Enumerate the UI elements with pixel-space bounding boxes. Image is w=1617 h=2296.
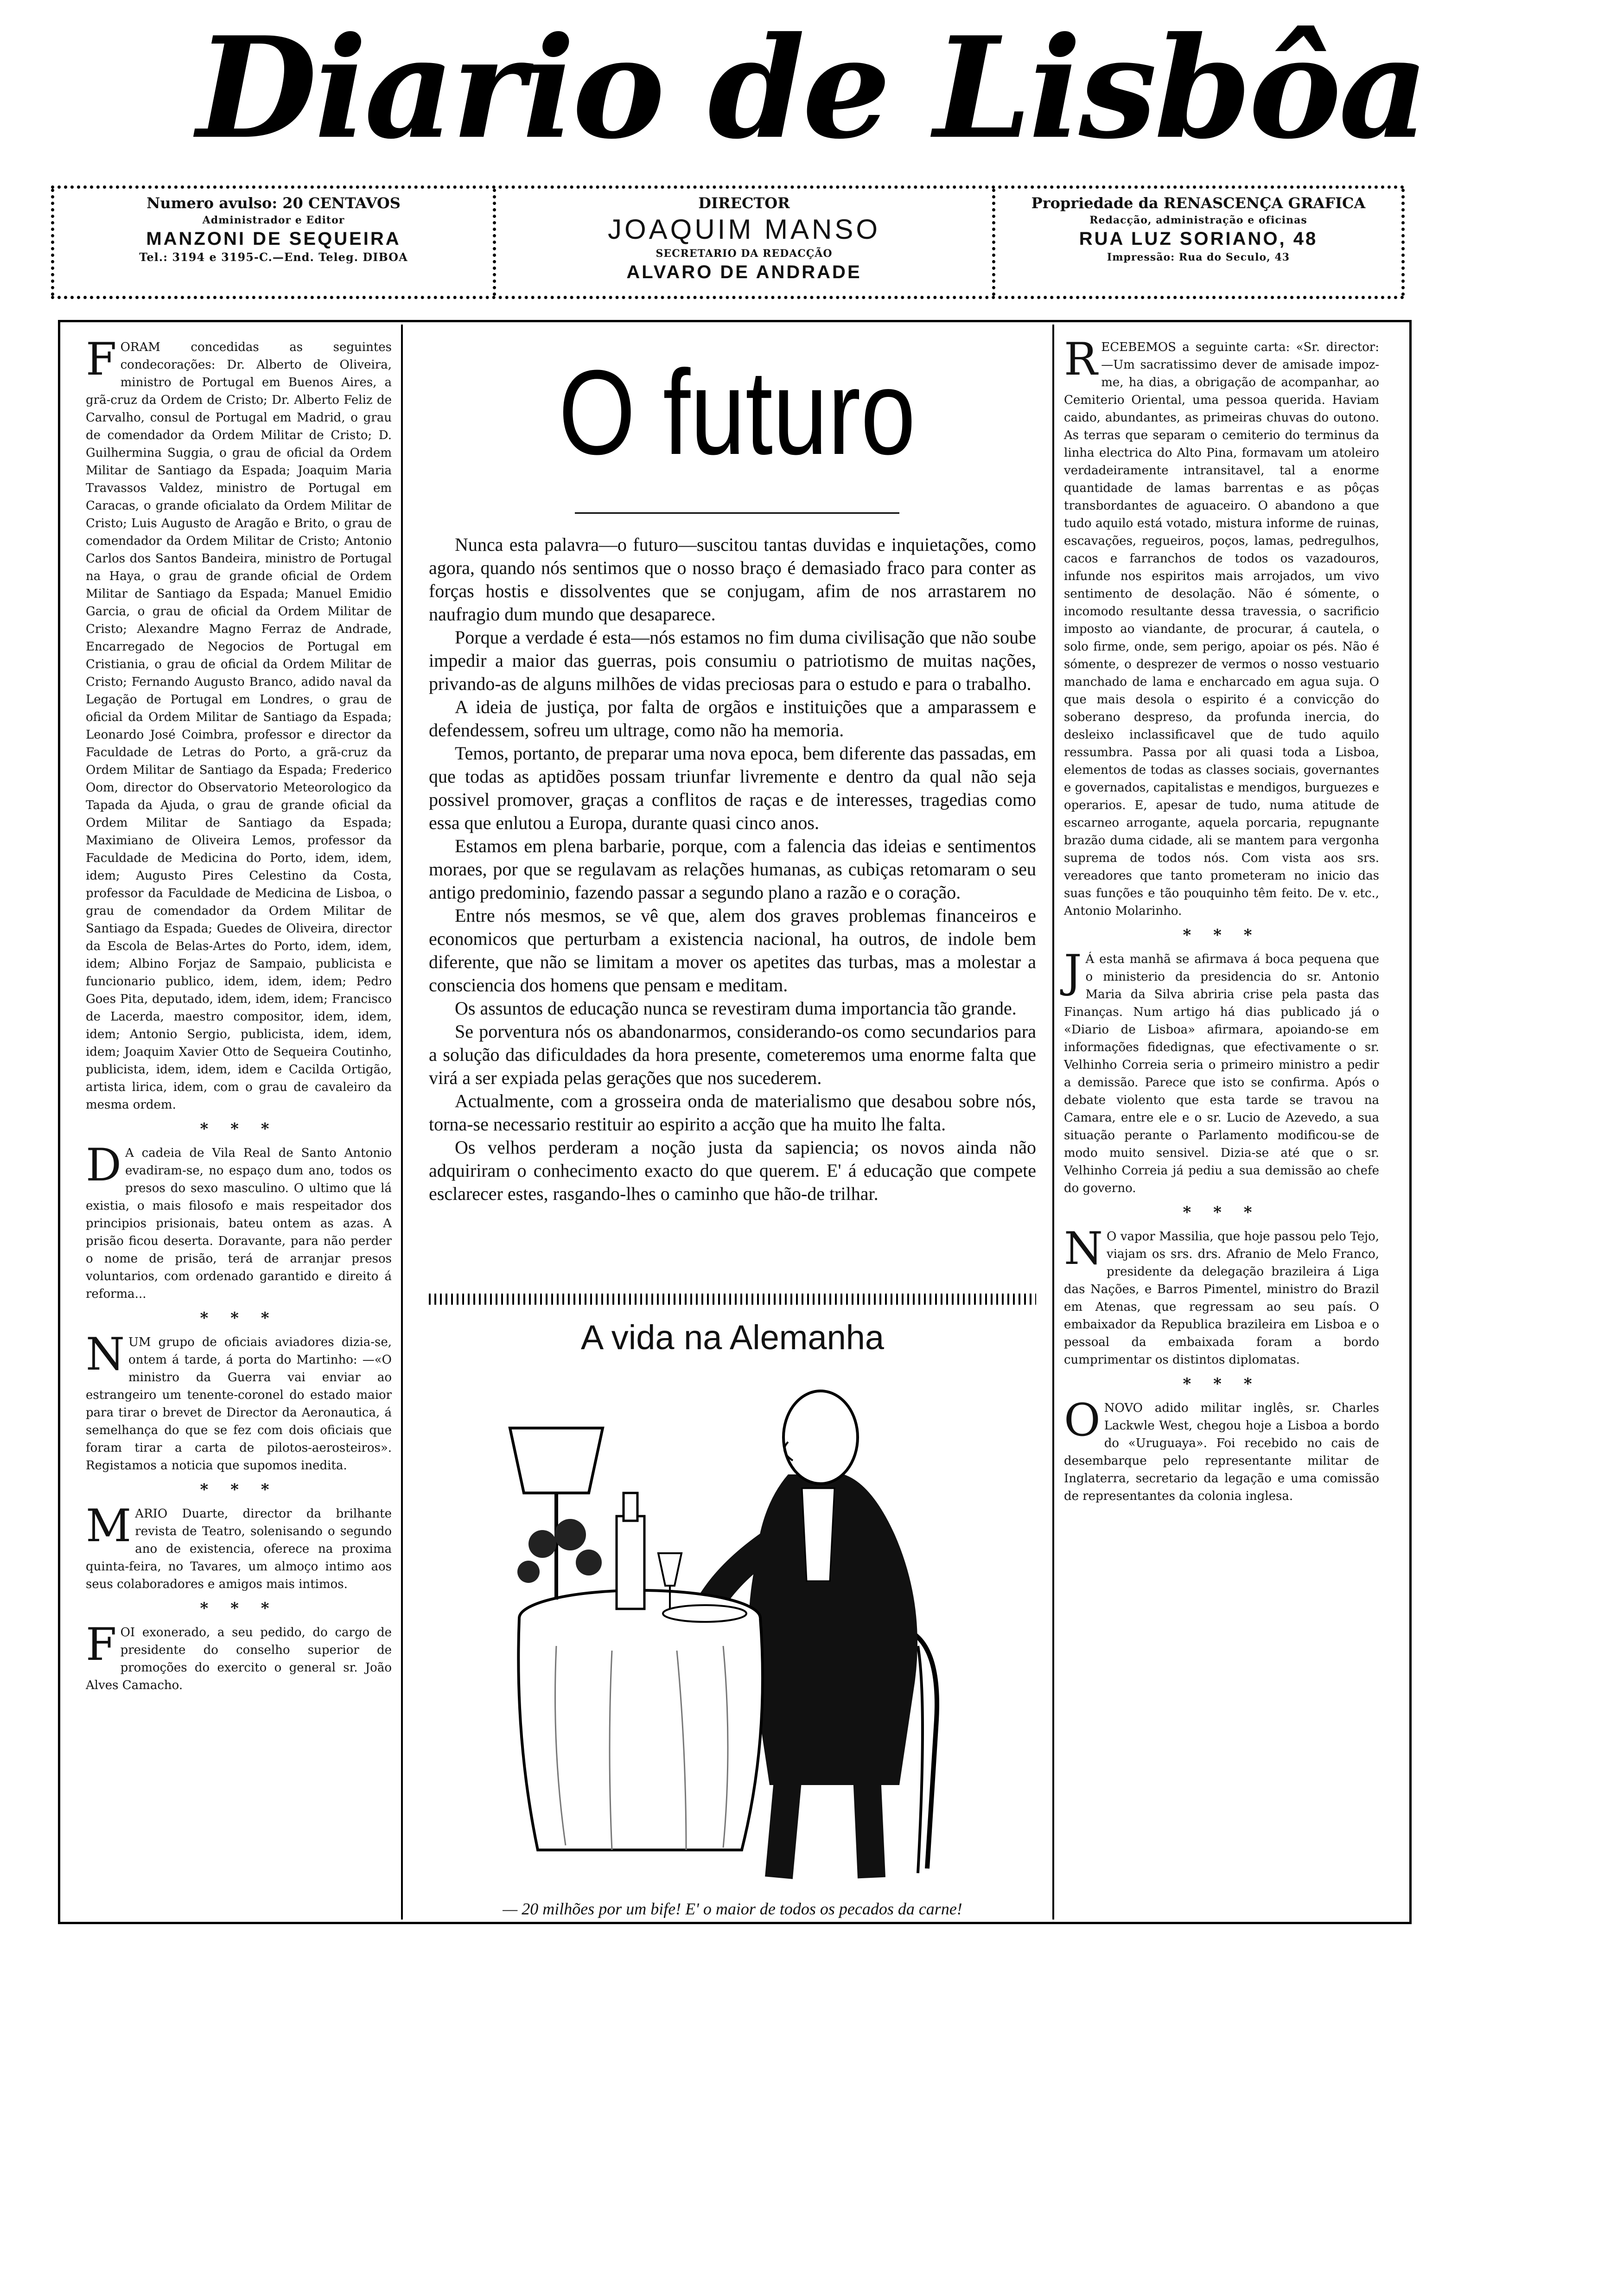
right-item-text: ECEBEMOS a seguinte carta: «Sr. director:—Um sacratissimo dever de amisade impoz-me, ha dias, a obrigação de acompanhar, ao Cemiterio Oriental, uma pessoa querida. Haviam caido, abundantes, as primeiras chuvas do outono. As terras que separam o cemiterio do terminus da linha electrica do Alto Pina, formavam um atoleiro verdadeiramente intransitavel, tal a enorme quantidade de lamas barrentas e as pôças transbordantes de aguaceiro. O abandono a que tudo aquilo está votado, mistura informe de ruinas, escavações, regueiros, poços, lamas, pedregulhos, cacos e farranchos de todos os vazadouros, infunde nos espiritos mais arrojados, um vivo sentimento de desolação. Não é sómente, o incomodo resultante dessa travessia, o sacrificio imposto ao viandante, de procurar, á cautela, o solo firme, onde, sem perigo, apoiar os pés. Não é sómente, o desprezer de vermos o nosso vestuario manchado de lama e encharcado em agua suja. O que mais desola o espirito é a convicção do soberano despreso, da profunda inercia, do desleixo inclassificavel que de tudo aquilo ressumbra. Passa por ali quasi toda a Lisboa, elementos de todas as classes sociais, governantes e governados, capitalistas e mendigos, burguezes e operarios. E, apesar de tudo, numa atitude de escarneo arrogante, aquela porcaria, repugnante brazão duma cidade, ali se mantem para vergonha suprema de todos nós. Com vista aos srs. vereadores que tanto prometeram no inicio das suas funções e tão pouquinho têm feito. De v. etc., Antonio Molarinho.: [1064, 340, 1379, 918]
editorial-paragraph: Se porventura nós os abandonarmos, considerando-os como secundarios para a solução das dificuldades da hora presente, cometeremos uma enorme falta que virá a ser expiada pelas gerações que nos sucederem.: [429, 1021, 1036, 1088]
secretary-role: SECRETARIO DA REDACÇÃO: [656, 248, 833, 260]
drop-cap: O: [1064, 1394, 1101, 1446]
separator-stars: * * *: [1183, 1375, 1260, 1393]
secretary-name: ALVARO DE ANDRADE: [626, 262, 862, 282]
left-item-4: [86, 1500, 392, 1593]
address-line: RUA LUZ SORIANO, 48: [1079, 229, 1318, 249]
right-item-text: O vapor Massilia, que hoje passou pelo Tejo, viajam os srs. drs. Afranio de Melo Franco, presidente da delegação brazileira á Liga das Nações, e Barros Pimentel, ministro do Brazil em Atenas, que regressam ao seu país. O embaixador da Republica brazileira em Lisboa e o pessoal da embaixada foram a bordo cumprimentar os distintos diplomatas.: [1064, 1230, 1379, 1367]
headline: O futuro: [558, 345, 916, 480]
left-item-text: A cadeia de Vila Real de Santo Antonio evadiram-se, no espaço dum ano, todos os presos do sexo masculino. O ultimo que lá existia, o mais filosofo e mais respeitador dos principios prisionais, bateu ontem as azas. A prisão ficou deserta. Doravante, para não perder o nome de prisão, terá de arranjar presos voluntarios, com ordenado garantido e direito á reforma...: [86, 1146, 392, 1301]
drop-cap: N: [86, 1328, 125, 1380]
info-center: [496, 189, 992, 296]
info-right: [992, 189, 1405, 296]
editorial-paragraph: Porque a verdade é esta—nós estamos no fim duma civilisação que não soube impedir a maior das guerras, pois consumiu o patriotismo de muitas nações, privando-as de alguns milhões de vidas preciosas para o estudo e para o trabalho.: [429, 627, 1036, 694]
separator-stars: * * *: [200, 1309, 278, 1327]
cartoon-title: A vida na Alemanha: [580, 1318, 885, 1357]
director-name: JOAQUIM MANSO: [607, 214, 881, 245]
editorial-paragraph: Os velhos perderam a noção justa da sapiencia; os novos ainda não adquiriram o conhecimento exacto do que querem. E' á educação que compete esclarecer estes, rasgando-lhes o caminho que hão-de trilhar.: [429, 1137, 1036, 1204]
left-item-2: [86, 1139, 392, 1303]
right-column: [1064, 333, 1379, 1508]
editorial-paragraph: Nunca esta palavra—o futuro—suscitou tantas duvidas e inquietações, como agora, quando nós sentimos que o nosso braço é demasiado fraco para conter as forças hostis e dissolventes que se conjugam, afim de nos arrastarem no naufragio dum mundo que desaparece.: [429, 534, 1036, 625]
drop-cap: D: [86, 1139, 121, 1191]
editorial-paragraph: Estamos em plena barbarie, porque, com a falencia das ideias e sentimentos moraes, por que se regulavam as relações humanas, as cubiças retomaram o seu antigo predominio, fazendo passar a segundo plano a razão e o coração.: [429, 835, 1036, 903]
left-item-text: OI exonerado, a seu pedido, do cargo de presidente do conselho superior de promoções do exercito o general sr. João Alves Camacho.: [86, 1626, 392, 1692]
left-item-text: ARIO Duarte, director da brilhante revista de Teatro, solenisando o segundo ano de existencia, oferece na proxima quinta-feira, no Tavares, um almoço intimo aos seus colaboradores e amigos mais intimos.: [86, 1507, 392, 1591]
editorial-paragraph: Actualmente, com a grosseira onda de materialismo que desabou sobre nós, torna-se necessario restituir ao espirito a acção que ha muito lhe falta.: [429, 1091, 1036, 1135]
drop-cap: R: [1064, 333, 1098, 385]
info-left: [51, 189, 496, 296]
section-separator: [429, 1294, 1036, 1305]
left-item-5: [86, 1619, 392, 1694]
offices-label: Redacção, administração e oficinas: [1089, 214, 1307, 226]
editorial-paragraph: Entre nós mesmos, se vê que, alem dos graves problemas financeiros e economicos que perturbam a existencia nacional, ha outros, de indole bem diferente, que não se limitam a mover os apetites das turbas, mas a molestar a consciencia dos homens que pensam e meditam.: [429, 905, 1036, 995]
cartoon-caption: — 20 milhões por um bife! E' o maior de todos os pecados da carne!: [503, 1900, 962, 1918]
column-rule-right: [1052, 325, 1054, 1920]
admin-name: MANZONI DE SEQUEIRA: [146, 229, 401, 249]
editorial-paragraph: A ideia de justiça, por falta de orgãos e instituições que a amparassem e defendessem, sofreu um ultrage, como não ha memoria.: [429, 696, 1036, 740]
editorial-paragraph: Temos, portanto, de preparar uma nova epoca, bem diferente das passadas, em que todas as aptidões possam triunfar livremente e dentro da qual não seja possivel promover, graças a conflitos de raças e de interesses, tragedias como essa que enlutou a Europa, durante quasi cinco anos.: [429, 743, 1036, 833]
editorial-paragraph: Os assuntos de educação nunca se revestiram duma importancia tão grande.: [455, 998, 1017, 1019]
separator-stars: * * *: [200, 1120, 278, 1138]
left-item-3: [86, 1328, 392, 1474]
headline-rule: [575, 512, 899, 514]
drop-cap: F: [86, 1619, 117, 1671]
drop-cap: F: [86, 333, 117, 385]
left-item-1: [86, 333, 392, 1114]
column-rule-left: [401, 325, 403, 1920]
price-line: Numero avulso: 20 CENTAVOS: [146, 194, 401, 212]
drop-cap: J: [1064, 945, 1082, 997]
info-bar: [51, 185, 1405, 299]
right-item-1: [1064, 333, 1379, 920]
owner-line: Propriedade da RENASCENÇA GRAFICA: [1031, 194, 1366, 212]
drop-cap: M: [86, 1500, 132, 1552]
cartoon-illustration: [436, 1368, 1029, 1887]
right-item-2: [1064, 945, 1379, 1197]
left-item-text: ORAM concedidas as seguintes condecorações: Dr. Alberto de Oliveira, ministro de Portugal em Buenos Aires, a grã-cruz da Ordem de Cristo; Dr. Alberto Feliz de Carvalho, consul de Portugal em Madrid, o grau de comendador da Ordem Militar de Cristo; D. Guilhermina Suggia, o grau de oficial da Ordem Militar de Santiago da Espada; Joaquim Maria Travassos Valdez, ministro de Portugal em Caracas, o grande oficialato da Ordem Militar de Cristo; Luis Augusto de Aragão e Brito, o grau de comendador da Ordem Militar de Cristo; Antonio Carlos dos Santos Bandeira, ministro de Portugal na Haya, o grau de grande oficial de Ordem Militar de Santiago da Espada; Manuel Emidio Garcia, o grau de oficial da Ordem Militar de Cristo; Alexandre Magno Ferraz de Andrade, Encarregado de Negocios de Portugal em Cristiania, o grau de oficial da Ordem Militar de Cristo; Fernando Augusto Branco, adido naval da Legação de Portugal em Londres, o grau de oficial da Ordem Militar de Santiago da Espada; Leonardo José Coimbra, professor e director da Faculdade de Letras do Porto, a grã-cruz da Ordem Militar de Santiago da Espada; Frederico Oom, director do Observatorio Meteorologico da Tapada da Ajuda, o grau de grande oficial da Ordem Militar de Santiago da Espada; Maximiano de Oliveira Lemos, professor da Faculdade de Medicina do Porto, idem, idem, idem; Augusto Pires Celestino da Costa, professor da Faculdade de Medicina de Lisboa, o grau de comendador da Ordem Militar de Santiago da Espada; Guedes de Oliveira, director da Escola de Belas-Artes do Porto, idem, idem, idem; Albino Forjaz de Sampaio, publicista e funcionario publico, idem, idem, idem; Pedro Goes Pita, deputado, idem, idem, idem; Francisco de Lacerda, maestro compositor, idem, idem, idem; Antonio Sergio, publicista, idem, idem, idem; Joaquim Xavier Otto de Sequeira Coutinho, publicista, idem, idem, idem e Cacilda Ortigão, artista lirica, idem, com o grau de cavaleiro da mesma ordem.: [86, 340, 392, 1112]
drop-cap: N: [1064, 1223, 1103, 1275]
admin-role: Administrador e Editor: [202, 214, 345, 226]
editorial: [429, 533, 1036, 1205]
right-item-3: [1064, 1223, 1379, 1369]
left-column: [86, 333, 392, 1697]
right-item-4: [1064, 1394, 1379, 1505]
right-item-text: NOVO adido militar inglês, sr. Charles Lackwle West, chegou hoje a Lisboa a bordo do «Uruguaya». Foi recebido no cais de desembarque pelo representante militar de Inglaterra, secretario da legação e uma comissão de representantes da colonia inglesa.: [1064, 1401, 1379, 1503]
phone-line: Tel.: 3194 e 3195-C.—End. Teleg. DIBOA: [139, 250, 408, 264]
separator-stars: * * *: [1183, 1203, 1260, 1222]
separator-stars: * * *: [200, 1480, 278, 1499]
right-item-text: Á esta manhã se afirmava á boca pequena que o ministerio da presidencia do sr. Antonio Maria da Silva abriria crise pela pasta das Finanças. Num artigo há dias publicado já o «Diario de Lisboa» afirmara, apoiando-se em informações fidedignas, que efectivamente o sr. Velhinho Correia seria o primeiro ministro a pedir a demissão. Parece que isto se confirma. Após o debate violento que esta tarde se travou na Camara, entre ele e o sr. Lucio de Azevedo, a sua situação perante o Parlamento modificou-se de modo muito sensivel. Dizia-se até que o sr. Velhinho Correia já pediu a sua demissão ao chefe do governo.: [1064, 952, 1379, 1195]
masthead-title: Diario de Lisbôa: [196, 6, 1426, 170]
separator-stars: * * *: [1183, 926, 1260, 944]
director-label: DIRECTOR: [698, 194, 790, 212]
left-item-text: UM grupo de oficiais aviadores dizia-se, ontem á tarde, á porta do Martinho: —«O ministro da Guerra vai enviar ao estrangeiro um tenente-coronel do estado maior para tirar o brevet de Director da Aeronautica, á semelhança do que se fez com dois oficiais que foram tirar a carta de pilotos-aerosteiros». Registamos a noticia que supomos inedita.: [86, 1335, 392, 1473]
separator-stars: * * *: [200, 1599, 278, 1618]
print-line: Impressão: Rua do Seculo, 43: [1107, 251, 1290, 263]
